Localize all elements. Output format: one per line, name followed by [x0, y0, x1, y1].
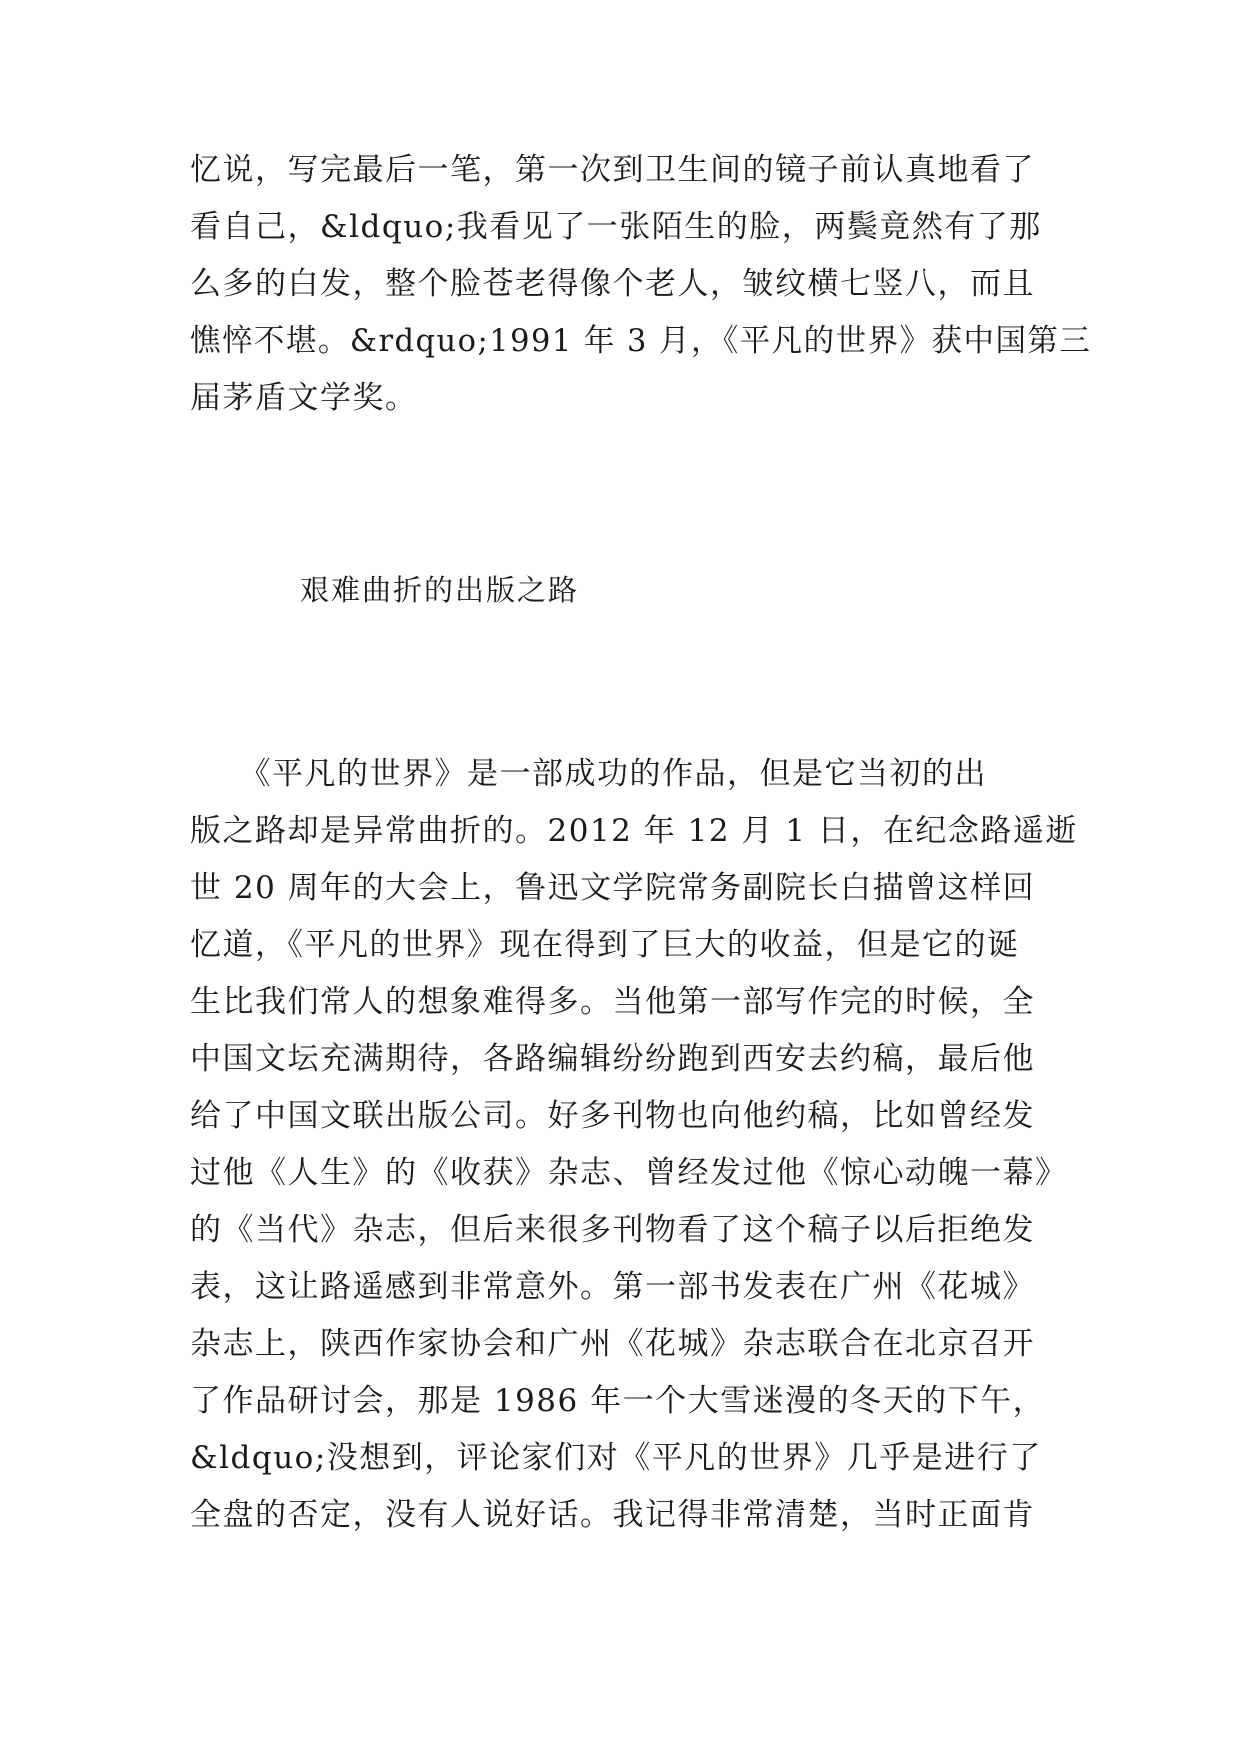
text-line: &ldquo;没想到，评论家们对《平凡的世界》几乎是进行了 — [190, 1440, 1042, 1476]
text-line: 给了中国文联出版公司。好多刊物也向他约稿，比如曾经发 — [190, 1098, 1035, 1134]
text-line: 世 20 周年的大会上，鲁迅文学院常务副院长白描曾这样回 — [190, 870, 1036, 906]
text-line: 看自己，&ldquo;我看见了一张陌生的脸，两鬓竟然有了那 — [190, 209, 1042, 245]
text-line: 届茅盾文学奖。 — [190, 380, 418, 416]
text-line: 生比我们常人的想象难得多。当他第一部写作完的时候，全 — [190, 984, 1035, 1020]
text-line: 表，这让路遥感到非常意外。第一部书发表在广州《花城》 — [190, 1269, 1035, 1305]
text-line: 的《当代》杂志，但后来很多刊物看了这个稿子以后拒绝发 — [190, 1212, 1035, 1248]
text-line: 过他《人生》的《收获》杂志、曾经发过他《惊心动魄一幕》 — [190, 1155, 1068, 1191]
text-line: 中国文坛充满期待，各路编辑纷纷跑到西安去约稿，最后他 — [190, 1041, 1035, 1077]
text-line: 忆说，写完最后一笔，第一次到卫生间的镜子前认真地看了 — [190, 152, 1035, 188]
text-line: 了作品研讨会，那是 1986 年一个大雪迷漫的冬天的下午， — [190, 1383, 1046, 1419]
text-line: 憔悴不堪。&rdquo;1991 年 3 月，《平凡的世界》获中国第三 — [190, 323, 1092, 359]
section-heading: 艰难曲折的出版之路 — [300, 573, 580, 607]
text-line: 么多的白发，整个脸苍老得像个老人，皱纹横七竖八，而且 — [190, 266, 1035, 302]
text-line: 版之路却是异常曲折的。2012 年 12 月 1 日，在纪念路遥逝 — [190, 813, 1078, 849]
text-line: 全盘的否定，没有人说好话。我记得非常清楚，当时正面肯 — [190, 1497, 1035, 1533]
text-line: 《平凡的世界》是一部成功的作品，但是它当初的出 — [190, 756, 987, 792]
text-line: 杂志上，陕西作家协会和广州《花城》杂志联合在北京召开 — [190, 1326, 1035, 1362]
text-line: 忆道，《平凡的世界》现在得到了巨大的收益，但是它的诞 — [190, 927, 1020, 963]
